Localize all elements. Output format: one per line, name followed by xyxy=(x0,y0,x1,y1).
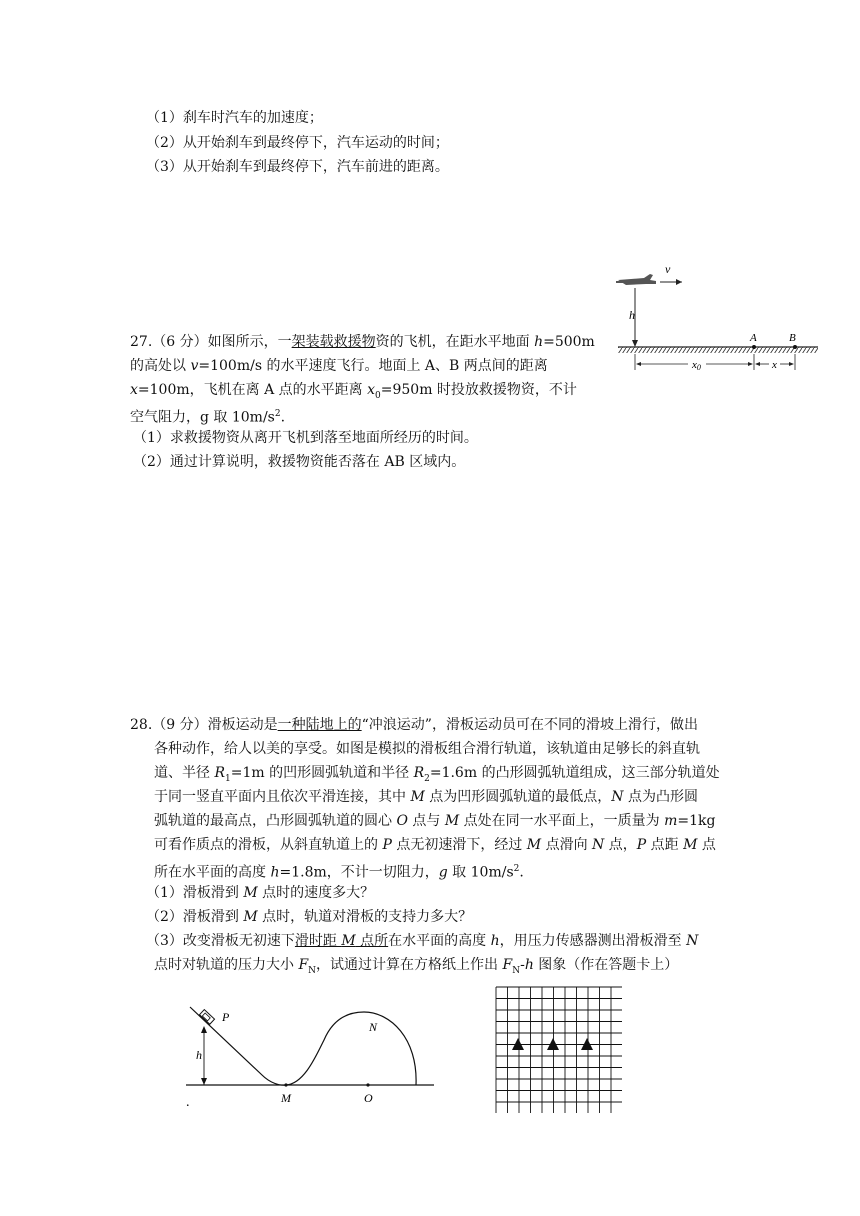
q27-line-3: x=100m，飞机在离 A 点的水平距离 $x_0=950m$ 时投放救援物资，不计 xyxy=(130,382,577,401)
ground-hatch xyxy=(618,347,818,353)
skateboard-icon xyxy=(200,1010,215,1025)
q28-part-3: （3）改变滑板无初速下滑时距 M 点所在水平面的高度 h，用压力传感器测出滑板滑至 N xyxy=(146,933,699,949)
triangle-marker xyxy=(581,1038,593,1050)
point-M xyxy=(284,1083,287,1086)
q28-part-1: （1）滑板滑到 M 点时的速度多大？ xyxy=(146,885,375,901)
q28-line-7: 所在水平面的高度 h=1.8m，不计一切阻力，g 取 $10m/s^2$. xyxy=(154,864,524,881)
h-label: h xyxy=(629,308,635,322)
q28-part-3-cont: 点时对轨道的压力大小 $F_N$，试通过计算在方格纸上作出 $F_N-h$ 图象（作在答题卡上） xyxy=(154,957,679,976)
A-label: A xyxy=(750,332,757,344)
triangle-marker xyxy=(547,1038,559,1050)
point-B xyxy=(793,345,797,349)
q27-line-2: 的高处以 v=100m/s 的水平速度飞行。地面上 A、B 两点间的距离 xyxy=(130,358,548,374)
q28-part-2: （2）滑板滑到 M 点时，轨道对滑板的支持力多大？ xyxy=(146,909,473,925)
q26-part-3: （3）从开始刹车到最终停下，汽车前进的距离。 xyxy=(146,159,449,175)
triangle-marker xyxy=(512,1038,524,1050)
q27-line-1: 27.（6 分）如图所示，一架装载救援物资的飞机，在距水平地面 h=500m xyxy=(130,334,595,350)
q27-line-4: 空气阻力，g 取 $10m/s^2$. xyxy=(130,409,286,426)
q26-part-2: （2）从开始刹车到最终停下，汽车运动的时间； xyxy=(146,135,449,151)
q26-part-1: （1）刹车时汽车的加速度； xyxy=(146,110,323,126)
point-O xyxy=(366,1083,369,1086)
q28-line-5: 弧轨道的最高点，凸形圆弧轨道的圆心 O 点与 M 点处在同一水平面上，一质量为 m=1kg xyxy=(154,813,716,829)
q27-part-2: （2）通过计算说明，救援物资能否落在 AB 区域内。 xyxy=(133,454,466,470)
graph-paper xyxy=(492,983,622,1113)
dot-mark: . xyxy=(186,1095,190,1110)
h-label: h xyxy=(196,1048,202,1062)
P-label: P xyxy=(222,1010,230,1024)
airplane-icon xyxy=(616,274,656,285)
q27-figure xyxy=(610,258,826,380)
velocity-arrow xyxy=(660,279,682,285)
q27-part-1: （1）求救援物资从离开飞机到落至地面所经历的时间。 xyxy=(133,430,478,446)
q28-track-figure xyxy=(176,998,438,1116)
M-label: M xyxy=(281,1091,291,1105)
x-label: x xyxy=(772,359,777,371)
q28-line-3: 道、半径 $R_1=1m$ 的凹形圆弧轨道和半径 $R_2=1.6m$ 的凸形圆弧轨道组成，这三部分轨道处 xyxy=(154,765,720,784)
q28-line-1: 28.（9 分）滑板运动是一种陆地上的“冲浪运动”，滑板运动员可在不同的滑坡上滑行，做出 xyxy=(130,717,698,733)
O-label: O xyxy=(364,1091,373,1105)
q28-line-6: 可看作质点的滑板，从斜直轨道上的 P 点无初速滑下，经过 M 点滑向 N 点，P 点距 M 点 xyxy=(154,837,716,853)
triangle-markers xyxy=(512,1038,593,1050)
N-label: N xyxy=(369,1020,378,1034)
q28-line-2: 各种动作，给人以美的享受。如图是模拟的滑板组合滑行轨道，该轨道由足够长的斜直轨 xyxy=(154,741,700,757)
v-label: v xyxy=(665,262,671,276)
B-label: B xyxy=(789,332,796,344)
x0-label: x0 xyxy=(692,359,701,372)
point-A xyxy=(752,345,756,349)
q28-line-4: 于同一竖直平面内且依次平滑连接，其中 M 点为凹形圆弧轨道的最低点，N 点为凸形圆 xyxy=(154,789,698,805)
